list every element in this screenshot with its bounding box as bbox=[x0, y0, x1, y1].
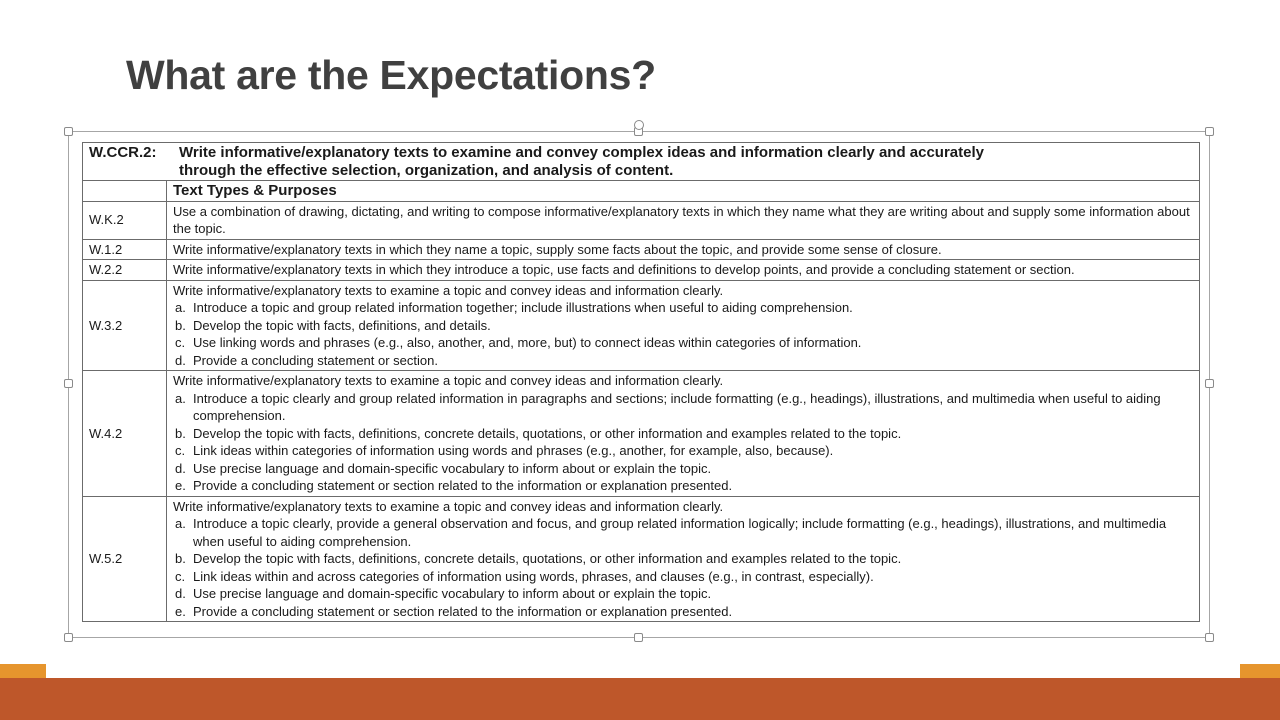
standard-code: W.4.2 bbox=[83, 371, 167, 497]
subitem-text: Provide a concluding statement or section related to the information or explanation presented. bbox=[193, 603, 733, 619]
subitem-text: Develop the topic with facts, definitions, concrete details, quotations, or other information and examples related to the topic. bbox=[193, 551, 902, 566]
standard-subitem bbox=[173, 603, 1193, 621]
standard-text: Write informative/explanatory texts in which they introduce a topic, use facts and definitions to develop points, and provide a concluding statement or section. bbox=[173, 262, 1075, 277]
standard-row bbox=[83, 201, 1200, 239]
subitem-text: Develop the topic with facts, definitions, and details. bbox=[193, 317, 491, 333]
subitem-label: b. bbox=[175, 551, 186, 566]
anchor-standard-cell bbox=[83, 143, 1200, 181]
standard-code: W.3.2 bbox=[83, 280, 167, 371]
footer-accent-left bbox=[0, 664, 46, 678]
standard-text: Use a combination of drawing, dictating, and writing to compose informative/explanatory texts in which they name what they are writing about and supply some information about the topic. bbox=[173, 203, 1190, 236]
standard-subitem bbox=[173, 299, 1193, 317]
standard-text-cell bbox=[167, 280, 1200, 371]
standard-subitem bbox=[173, 477, 1193, 495]
standards-table bbox=[82, 142, 1200, 622]
anchor-standard-code: W.CCR.2: bbox=[89, 144, 157, 161]
standard-row bbox=[83, 280, 1200, 371]
resize-handle-bottom[interactable] bbox=[634, 633, 643, 642]
subitem-label: a. bbox=[175, 516, 186, 531]
standard-row bbox=[83, 260, 1200, 281]
resize-handle-bottom-left[interactable] bbox=[64, 633, 73, 642]
anchor-standard-text-line2: through the effective selection, organization, and analysis of content. bbox=[179, 161, 674, 179]
standard-row bbox=[83, 496, 1200, 622]
standard-subitem bbox=[173, 352, 1193, 370]
standard-subitem bbox=[173, 585, 1193, 603]
standard-subitem bbox=[173, 425, 1193, 443]
footer-accent-right bbox=[1240, 664, 1280, 678]
subitem-text: Link ideas within categories of information using words and phrases (e.g., another, for example, also, because). bbox=[193, 443, 834, 458]
standard-subitem bbox=[173, 515, 1193, 550]
rotate-handle[interactable] bbox=[634, 120, 644, 130]
anchor-standard-text-line1: Write informative/explanatory texts to examine and convey complex ideas and information clearly and accurately bbox=[179, 144, 984, 161]
standard-text: Write informative/explanatory texts to examine a topic and convey ideas and information clearly. bbox=[173, 498, 724, 514]
standard-text-cell bbox=[167, 201, 1200, 239]
standard-row bbox=[83, 371, 1200, 497]
standard-subitem bbox=[173, 460, 1193, 478]
standard-code: W.5.2 bbox=[83, 496, 167, 622]
subitem-label: c. bbox=[175, 443, 186, 458]
slide-title: What are the Expectations? bbox=[126, 52, 656, 98]
subitem-label: e. bbox=[175, 603, 186, 619]
subitem-text: Introduce a topic and group related information together; include illustrations when useful to aiding comprehension. bbox=[193, 300, 853, 315]
standard-subitem bbox=[173, 317, 1193, 335]
subitem-text: Provide a concluding statement or section related to the information or explanation presented. bbox=[193, 478, 733, 493]
subitem-label: b. bbox=[175, 425, 186, 441]
subitem-text: Use linking words and phrases (e.g., also, another, and, more, but) to connect ideas within categories of information. bbox=[193, 335, 862, 350]
standard-code: W.K.2 bbox=[83, 201, 167, 239]
standard-text-cell bbox=[167, 239, 1200, 260]
standard-text: Write informative/explanatory texts in which they name a topic, supply some facts about the topic, and provide some sense of closure. bbox=[173, 241, 942, 257]
resize-handle-left[interactable] bbox=[64, 379, 73, 388]
resize-handle-right[interactable] bbox=[1205, 379, 1214, 388]
standard-text-cell bbox=[167, 260, 1200, 281]
standard-row bbox=[83, 239, 1200, 260]
standard-text-cell bbox=[167, 496, 1200, 622]
section-header: Text Types & Purposes bbox=[167, 181, 1200, 202]
standard-subitem bbox=[173, 568, 1193, 586]
subitem-label: b. bbox=[175, 317, 186, 333]
standard-code: W.1.2 bbox=[83, 239, 167, 260]
subitem-label: c. bbox=[175, 568, 186, 584]
standard-subitem bbox=[173, 550, 1193, 568]
subitem-text: Use precise language and domain-specific vocabulary to inform about or explain the topic. bbox=[193, 460, 712, 476]
footer-band bbox=[0, 678, 1280, 720]
standard-text: Write informative/explanatory texts to examine a topic and convey ideas and information clearly. bbox=[173, 282, 724, 298]
section-header-blank-cell bbox=[83, 181, 167, 202]
section-header-row bbox=[83, 181, 1200, 202]
standard-text: Write informative/explanatory texts to examine a topic and convey ideas and information clearly. bbox=[173, 373, 724, 388]
subitem-text: Use precise language and domain-specific vocabulary to inform about or explain the topic. bbox=[193, 586, 712, 601]
standard-subitem bbox=[173, 390, 1193, 425]
subitem-label: e. bbox=[175, 478, 186, 493]
subitem-text: Link ideas within and across categories of information using words, phrases, and clauses (e.g., in contrast, especially). bbox=[193, 568, 874, 584]
subitem-text: Provide a concluding statement or section. bbox=[193, 352, 438, 368]
resize-handle-top-left[interactable] bbox=[64, 127, 73, 136]
subitem-label: a. bbox=[175, 300, 186, 315]
standard-text-cell bbox=[167, 371, 1200, 497]
resize-handle-top-right[interactable] bbox=[1205, 127, 1214, 136]
anchor-standard-row bbox=[83, 143, 1200, 181]
subitem-label: d. bbox=[175, 352, 186, 368]
standard-subitem bbox=[173, 334, 1193, 352]
subitem-label: d. bbox=[175, 460, 186, 476]
resize-handle-bottom-right[interactable] bbox=[1205, 633, 1214, 642]
standard-subitem bbox=[173, 442, 1193, 460]
subitem-label: a. bbox=[175, 390, 186, 406]
subitem-label: d. bbox=[175, 586, 186, 601]
subitem-text: Develop the topic with facts, definitions, concrete details, quotations, or other information and examples related to the topic. bbox=[193, 425, 902, 441]
standard-code: W.2.2 bbox=[83, 260, 167, 281]
subitem-text: Introduce a topic clearly and group related information in paragraphs and sections; include formatting (e.g., headings), illustrations, and multimedia when useful to aiding comprehension. bbox=[193, 390, 1161, 423]
subitem-text: Introduce a topic clearly, provide a general observation and focus, and group related information logically; include formatting (e.g., headings), illustrations, and multimedia when useful to aiding comprehension. bbox=[193, 516, 1167, 549]
subitem-label: c. bbox=[175, 335, 186, 350]
